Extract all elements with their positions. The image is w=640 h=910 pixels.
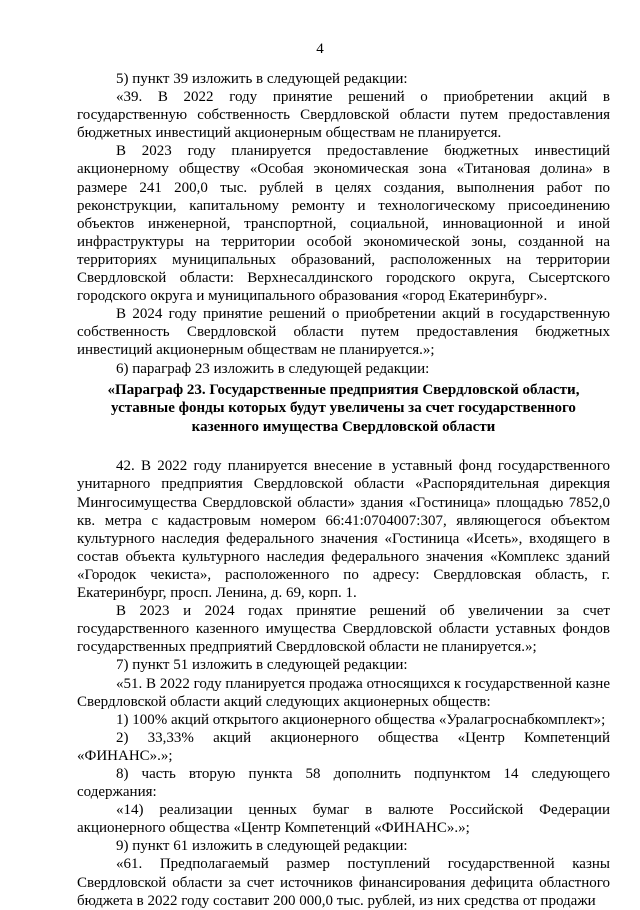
- paragraph-39-2024: В 2024 году принятие решений о приобретении акций в государственную собственность Свердловской области путем предоставления бюджетных инвестиций акционерным обществам не планируется.»;: [77, 306, 610, 359]
- document-body: [77, 70, 610, 910]
- paragraph-item-8: 8) часть вторую пункта 58 дополнить подпунктом 14 следующего содержания:: [77, 765, 610, 801]
- paragraph-2023-2024: В 2023 и 2024 годах принятие решений об увеличении за счет государственного казенного имущества Свердловской области уставных фондов государственных предприятий Свердловской области не планируется.»;: [77, 603, 610, 656]
- paragraph-item-7: 7) пункт 51 изложить в следующей редакции:: [116, 657, 408, 674]
- paragraph-42: 42. В 2022 году планируется внесение в уставный фонд государственного унитарного предприятия Свердловской области «Распорядительная дирекция Мингосимущества Свердловской области» здания «Гостиница» площадью 7852,0 кв. метра с кадастровым номером 66:41:0704007:307, являющегося объектом культурного наследия федерального значения «Гостиница «Исеть», входящего в состав объекта культурного наследия федерального значения «Комплекс зданий «Городок чекиста», расположенного по адресу: Свердловская область, г. Екатеринбург, просп. Ленина, д. 69, корп. 1.: [77, 458, 610, 602]
- paragraph-39-2023: В 2023 году планируется предоставление бюджетных инвестиций акционерному обществу «Особая экономическая зона «Титановая долина» в размере 241 200,0 тыс. рублей в целях создания, выполнения работ по реконструкции, капитальному ремонту и технологическому присоединению объектов инженерной, транспортной, социальной, инновационной и иной инфраструктуры на территории особой экономической зоны, созданной на территориях муниципальных образований, расположенных на территории Свердловской области: Верхнесалдинского городского округа, Сысертского городского округа и муниципального образования «город Екатеринбург».: [77, 143, 610, 305]
- paragraph-item-6: 6) параграф 23 изложить в следующей редакции:: [116, 360, 430, 377]
- paragraph-61: «61. Предполагаемый размер поступлений государственной казны Свердловской области за счет источников финансирования дефицита областного бюджета в 2022 году составит 200 000,0 тыс. рублей, из них средства от продажи: [77, 856, 610, 909]
- paragraph-item-9: 9) пункт 61 изложить в следующей редакции:: [116, 838, 408, 855]
- paragraph-item-5: 5) пункт 39 изложить в следующей редакции:: [116, 71, 408, 87]
- paragraph-39-2022: «39. В 2022 году принятие решений о приобретении акций в государственную собственность Свердловской области путем предоставления бюджетных инвестиций акционерным обществам не планируется.: [77, 89, 610, 142]
- paragraph-subitem-14: «14) реализации ценных бумаг в валюте Российской Федерации акционерного общества «Центр Компетенций «ФИНАНС».»;: [77, 802, 610, 837]
- section-heading: «Параграф 23. Государственные предприятия Свердловской области, уставные фонды которых будут увеличены за счет государственного казенного имущества Свердловской области: [107, 381, 580, 435]
- page-number: 4: [316, 41, 324, 57]
- paragraph-51: «51. В 2022 году планируется продажа относящихся к государственной казне Свердловской области акций следующих акционерных обществ:: [77, 675, 610, 710]
- list-item-2: 2) 33,33% акций акционерного общества «Центр Компетенций «ФИНАНС».»;: [77, 729, 610, 764]
- list-item-1: 1) 100% акций открытого акционерного общества «Уралагроснабкомплект»;: [116, 711, 606, 728]
